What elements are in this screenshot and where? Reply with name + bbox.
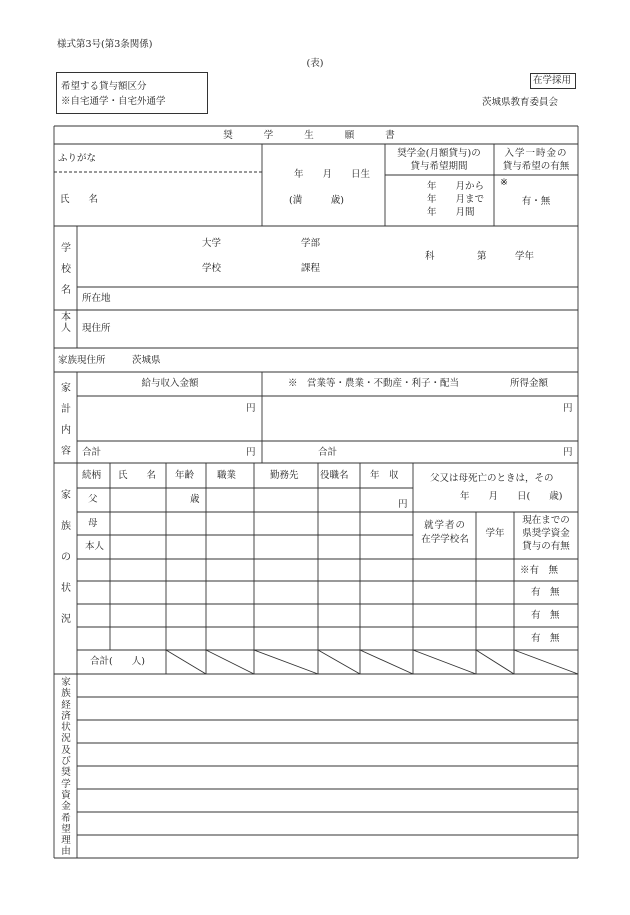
lump-sum-value: 有・無: [521, 196, 551, 207]
self-label: 本人: [61, 312, 71, 334]
other-total-label: 合計: [318, 447, 338, 458]
faculty-label: 学部: [301, 238, 321, 249]
loan-col-line3: 貸与の有無: [522, 541, 570, 552]
period-months: 年 月間: [427, 207, 475, 218]
col-position: 役職名: [320, 470, 349, 481]
family-status-label: 家族の状況: [61, 490, 71, 625]
loan-category-title: 希望する貸与額区分: [61, 81, 147, 92]
birth-date-label: 年 月 日生: [294, 169, 371, 180]
current-address-label: 現住所: [82, 323, 111, 334]
form-side-label: (表): [306, 58, 324, 69]
loan-col-line2: 県奨学資金: [522, 528, 570, 539]
lump-sum-subheading: 貸与希望の有無: [502, 161, 570, 172]
household-label: 家計内容: [61, 383, 71, 457]
row-self: 本人: [85, 541, 105, 552]
income-yen: 円: [398, 499, 408, 510]
form-title: 奨 学 生 願 書: [223, 130, 409, 141]
university-label: 大学: [202, 238, 222, 249]
age-unit: 歳: [190, 494, 200, 505]
other-income-label: ※ 営業等・農業・不動産・利子・配当: [288, 378, 460, 389]
school-col-subheading: 在学学校名: [421, 534, 469, 545]
reason-label: 家族経済状況及び奨学資金希望理由: [61, 677, 71, 858]
salary-total-yen: 円: [246, 447, 256, 458]
issuer-name: 茨城県教育委員会: [482, 97, 559, 108]
row-mother: 母: [88, 518, 98, 529]
other-total-yen: 円: [563, 447, 573, 458]
grade-number-label: 第: [477, 251, 487, 262]
loan-yes-no-4: 有 無: [531, 633, 560, 644]
monthly-loan-subheading: 貸与希望期間: [410, 161, 468, 172]
family-address-label: 家族現住所: [58, 355, 106, 366]
salary-yen: 円: [246, 403, 256, 414]
department-label: 科: [425, 251, 435, 262]
period-from: 年 月から: [427, 181, 485, 192]
loan-yes-no-3: 有 無: [531, 610, 560, 621]
loan-yes-no-2: 有 無: [531, 587, 560, 598]
deceased-note: 父又は母死亡のときは，その: [430, 473, 554, 484]
location-label: 所在地: [82, 293, 111, 304]
school-name-label: 学校名: [61, 243, 71, 296]
period-to: 年 月まで: [427, 194, 485, 205]
name-label: 氏 名: [60, 194, 99, 205]
school-label: 学校: [202, 263, 222, 274]
salary-total-label: 合計: [82, 447, 102, 458]
badge-label: 在学採用: [533, 75, 572, 86]
loan-category-options: ※自宅通学・自宅外通学: [61, 96, 166, 107]
salary-income-label: 給与収入金額: [141, 378, 199, 389]
furigana-label: ふりがな: [58, 153, 97, 164]
loan-col-line1: 現在までの: [522, 515, 570, 526]
col-name: 氏 名: [118, 470, 157, 481]
loan-yes-no-marked: ※有 無: [520, 565, 559, 576]
col-age: 年齢: [175, 470, 195, 481]
col-workplace: 勤務先: [270, 470, 299, 481]
grade-label: 学年: [515, 251, 535, 262]
col-annual-income: 年 収: [370, 470, 399, 481]
other-yen: 円: [563, 403, 573, 414]
monthly-loan-heading: 奨学金(月額貸与)の: [397, 148, 481, 159]
deceased-date: 年 月 日( 歳): [460, 491, 563, 502]
prefecture-label: 茨城県: [132, 355, 161, 366]
lump-sum-mark: ※: [500, 177, 508, 188]
family-total-label: 合計( 人): [90, 656, 145, 667]
form-number: 様式第3号(第3条関係): [57, 39, 153, 50]
col-relation: 続柄: [82, 470, 102, 481]
course-label: 課程: [301, 263, 321, 274]
income-amount-label: 所得金額: [510, 378, 549, 389]
grade-col-heading: 学年: [485, 528, 505, 539]
age-label: (満 歳): [289, 195, 344, 206]
col-occupation: 職業: [217, 470, 237, 481]
lump-sum-heading: 入学一時金の: [504, 148, 568, 159]
row-father: 父: [88, 494, 98, 505]
school-col-heading: 就学者の: [423, 520, 467, 531]
